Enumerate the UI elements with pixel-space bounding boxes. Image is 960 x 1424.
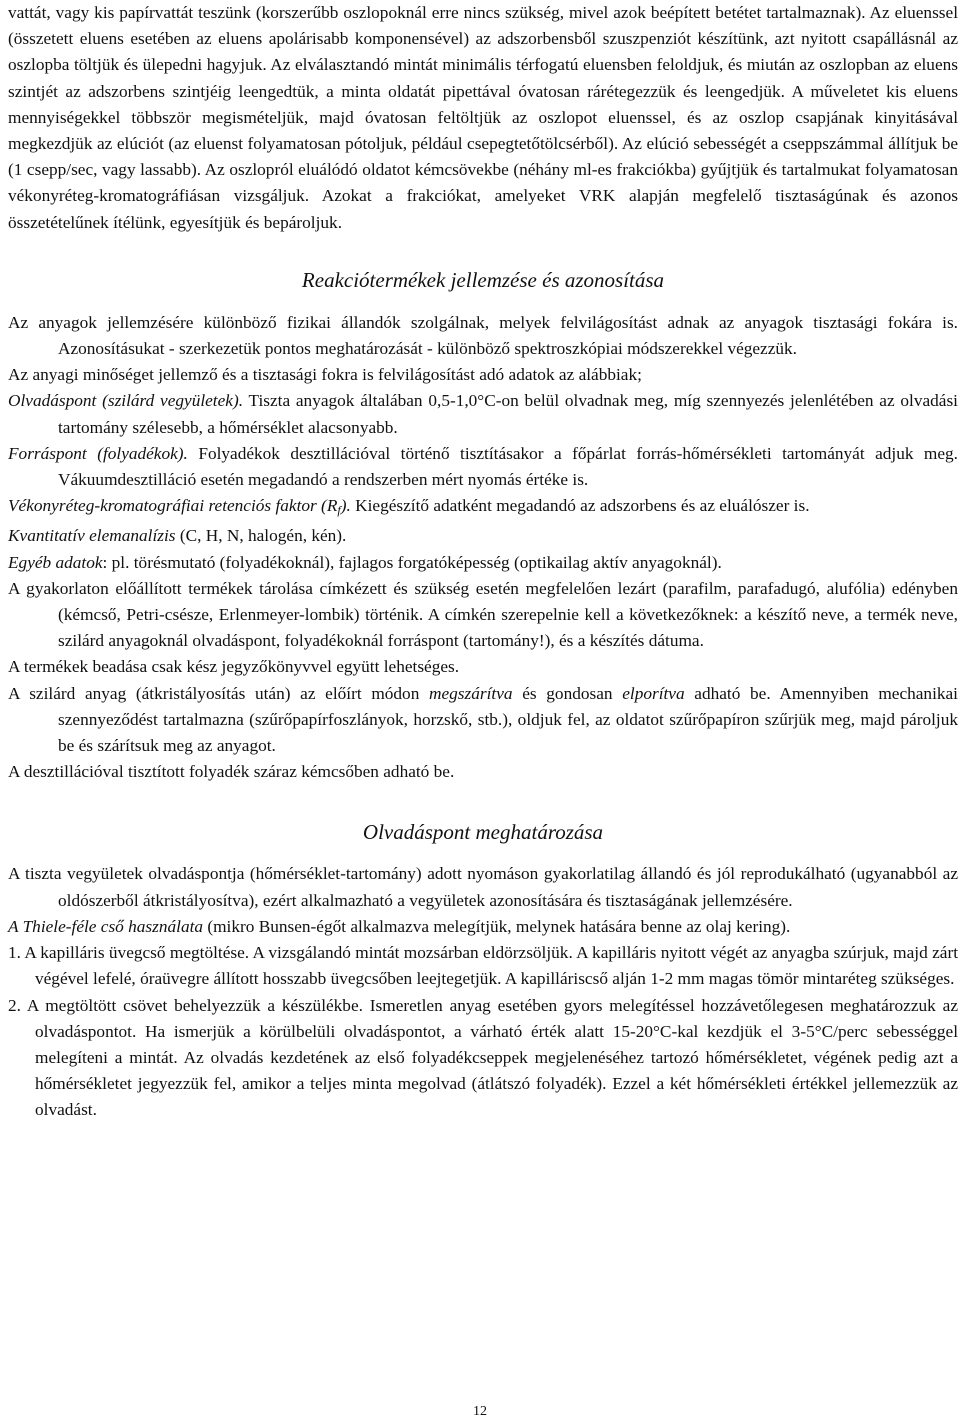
term-text: Tiszta anyagok általában 0,5-1,0°C-on belül olvadnak meg, míg szennyezés jelenlétében az olvadási tartomány szélesebb, a hőmérséklet alacsonyabb.: [58, 391, 958, 437]
term: Kvantitatív elemanalízis: [8, 526, 176, 546]
list-item-other-data: [8, 550, 958, 576]
document-page: [8, 0, 958, 1124]
list-item-rf: [8, 493, 958, 523]
paragraph: [8, 914, 958, 940]
intro-paragraph: vattát, vagy kis papírvattát teszünk (korszerűbb oszlopoknál erre nincs szükség, mivel azok beépített betétet tartalmaznak). Az eluenssel (összetett eluens esetében az eluens apolárisabb komponensével) az adszorbensből szuszpenziót készítünk, azt nyitott csapállásnál az oszlopba töltjük és ülepedni hagyjuk. Az elválasztandó mintát minimális térfogatú eluensben feloldjuk, és miután az oszlopban az eluens szintjét az adszorbens szintjéig leengedtük, a minta oldatát pipettával óvatosan rárétegezzük és leengedjük. A műveletet kis eluens mennyiségekkel többször megismételjük, majd óvatosan feltöltjük az oszlopot eluenssel, és az oszlop csapjának kinyitásával megkezdjük az elúciót (az eluenst folyamatosan pótoljuk, például csepegtetőtölcsérből). Az elúció sebességét a cseppszámmal állítjuk be (1 csepp/sec, vagy lassabb). Az oszlopról eluálódó oldatot kémcsövekbe (néhány ml-es frakciókba) gyűjtjük és tartalmukat folyamatosan vékonyréteg-kromatográfiásan vizsgáljuk. Azokat a frakciókat, amelyeket VRK alapján megfelelő tisztaságúnak és azonos összetételűnek ítélünk, egyesítjük és bepároljuk.: [8, 3, 958, 232]
step-item: 1. A kapilláris üvegcső megtöltése. A vizsgálandó mintát mozsárban eldörzsöljük. A kapilláris nyitott végét az anyagba szúrjuk, majd zárt végével lefelé, óraüvegre állított hosszabb üvegcsőben leejtegetjük. A kapilláriscső alján 1-2 mm magas tömör mintaréteg szükséges.: [8, 943, 958, 989]
step-item: 2. A megtöltött csövet behelyezzük a készülékbe. Ismeretlen anyag esetében gyors melegítéssel hozzávetőlegesen meghatározzuk az olvadáspontot. Ha ismerjük a körülbelüli olvadáspontot, a várható érték alatt 15-20°C-kal kezdjük el 3-5°C/perc sebességgel melegíteni a mintát. Az olvadás kezdetének az első folyadékcseppek megjelenéséhez tartozó hőmérsékletet, végének pedig azt a hőmérsékletet jegyezzük fel, amikor a teljes minta megolvad (átlátszó folyadék). Ezzel a két hőmérsékleti értékkel jellemezzük az olvadást.: [8, 995, 958, 1120]
list-item-elemental-analysis: [8, 523, 958, 549]
text-run: A szilárd anyag (átkristályosítás után) az előírt módon: [8, 683, 430, 703]
paragraph: Az anyagi minőséget jellemző és a tisztasági fokra is felvilágosítást adó adatok az alábbiak;: [8, 365, 642, 385]
paragraph: A termékek beadása csak kész jegyzőkönyvvel együtt lehetséges.: [8, 657, 460, 677]
paragraph: A tiszta vegyületek olvadáspontja (hőmérséklet-tartomány) adott nyomáson gyakorlatilag állandó és jól reprodukálható (ugyanabból az oldószerből átkristályosítva), ezért alkalmazható a vegyületek azonosítására és tisztaságának jellemzésére.: [8, 864, 958, 910]
term-text: Kiegészítő adatként megadandó az adszorbens és az eluálószer is.: [350, 496, 810, 516]
term-text: : pl. törésmutató (folyadékoknál), fajlagos forgatóképesség (optikailag aktív anyagoknál).: [102, 552, 722, 572]
emphasis: elporítva: [622, 683, 685, 703]
paragraph: [8, 681, 958, 760]
term: Egyéb adatok: [8, 552, 103, 572]
term-subscript: f: [337, 503, 341, 518]
page-number: 12: [473, 1404, 487, 1419]
term: Vékonyréteg-kromatográfiai retenciós faktor (R: [8, 496, 338, 516]
paragraph: A gyakorlaton előállított termékek tárolása címkézett és szükség esetén megfelelően lezárt (parafilm, parafadugó, alufólia) edényben (kémcső, Petri-csésze, Erlenmeyer-lombik) történik. A címkén szerepelnie kell a következőknek: a készítő neve, a termék neve, szilárd anyagoknál olvadáspont, folyadékoknál forráspont (tartomány!), és a készítés dátuma.: [8, 578, 958, 651]
term: Olvadáspont (szilárd vegyületek).: [8, 391, 244, 411]
paragraph: A desztillációval tisztított folyadék száraz kémcsőben adható be.: [8, 762, 455, 782]
term: A Thiele-féle cső használata: [8, 916, 204, 936]
list-item-melting-point: [8, 388, 958, 440]
term: Forráspont (folyadékok).: [8, 443, 188, 463]
text-run: és gondosan: [512, 683, 623, 703]
list-item-boiling-point: [8, 441, 958, 493]
text-run: adható be. Amennyiben mechanikai szennyeződést tartalmazna (szűrőpapírfoszlányok, horzskő, stb.), oldjuk fel, az oldatot szűrőpapíron szűrjük meg, majd pároljuk be és szárítsuk meg az anyagot.: [58, 683, 958, 756]
section-title-melting-point: Olvadáspont meghatározása: [362, 820, 604, 845]
term-text: (mikro Bunsen-égőt alkalmazva melegítjük, melynek hatására benne az olaj kering).: [203, 916, 791, 936]
section-title-characterization: Reakciótermékek jellemzése és azonosítása: [301, 267, 665, 292]
term-text: (C, H, N, halogén, kén).: [175, 526, 347, 546]
term: ).: [340, 496, 351, 516]
emphasis: megszárítva: [429, 683, 513, 703]
term-text: Folyadékok desztillációval történő tisztításakor a főpárlat forrás-hőmérsékleti tartományát adjuk meg. Vákuumdesztilláció esetén megadandó a rendszerben mért nyomás értéke is.: [58, 443, 959, 490]
paragraph: Az anyagok jellemzésére különböző fizikai állandók szolgálnak, melyek felvilágosítást adnak az anyagok tisztasági fokára is. Azonosításukat - szerkezetük pontos meghatározását - különböző spektroszkópiai módszerekkel végezzük.: [8, 312, 958, 359]
